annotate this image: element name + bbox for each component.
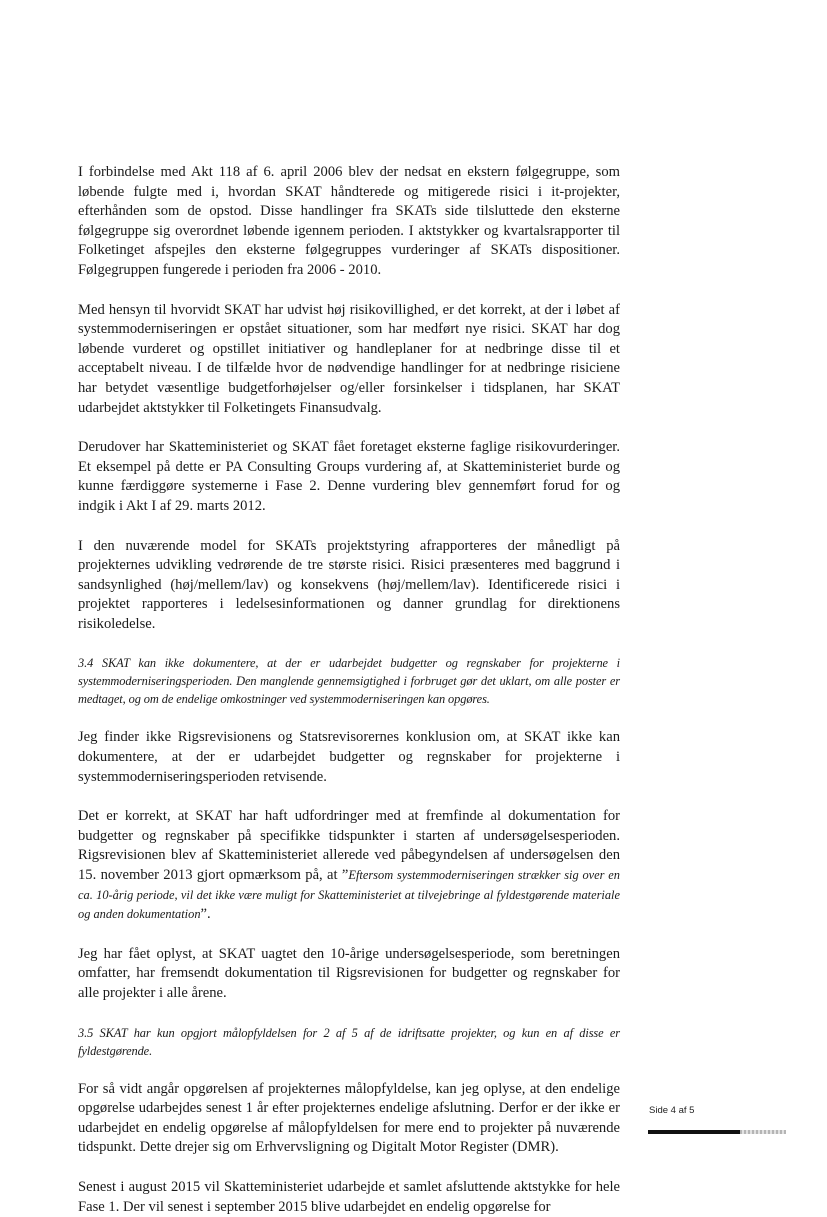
footer-rule [648,1130,740,1134]
paragraph-dokumentation [78,807,620,925]
paragraph-folgegruppe: I forbindelse med Akt 118 af 6. april 2006 blev der nedsat en ekstern følgegruppe, som løbende fulgte med i, hvordan SKAT håndterede og mitigerede risici i it-projekter, efterhånden som de opstod. Disse handlinger fra SKATs side tilsluttede den eksterne følgegruppe sig overordnet løbende igennem perioden. I aktstykker og kvartalsrapporter til Folketinget afspejles den eksterne følgegruppes vurderinger af SKATs dispositioner. Følgegruppen fungerede i perioden fra 2006 - 2010. [78,164,620,278]
body-text [78,163,620,1217]
section-heading-3-5: 3.5 SKAT har kun opgjort målopfyldelsen for 2 af 5 af de idriftsatte projekter, og kun en af disse er fyldestgørende. [78,1025,620,1058]
paragraph-risikovurderinger: Derudover har Skatteministeriet og SKAT fået foretaget eksterne faglige risikovurderinger. Et eksempel på dette er PA Consulting Groups vurdering af, at Skatteministeriet burde og kunne færdiggøre systemerne i Fase 2. Denne vurdering blev gennemført forud for og indgik i Akt I af 29. marts 2012. [78,439,620,514]
page-number: Side 4 af 5 [649,1105,695,1116]
paragraph-risikovillighed: Med hensyn til hvorvidt SKAT har udvist høj risikovillighed, er det korrekt, at der i løbet af systemmoderniseringen er opstået situationer, som har medført nye risici. SKAT har dog løbende vurderet og opstillet initiativer og handleplaner for at nedbringe disse til et acceptabelt niveau. I de tilfælde hvor de nødvendige handlinger for at nedbringe risiciene har betydet væsentlige budgetforhøjelser og/eller forsinkelser i tidsplanen, har SKAT udarbejdet aktstykker til Folketingets Finansudvalg. [78,301,620,416]
paragraph-dokumentation-text: Det er korrekt, at SKAT har haft udfordringer med at fremfinde al dokumentation for budgetter og regnskaber på specifikke tidspunkter i starten af undersøgelsesperioden. Rigsrevisionen blev af Skatteministeriet allerede ved påbegyndelsen af undersøgelsen den 15. november 2013 gjort opmærksom på, at ” [78,808,620,884]
paragraph-undersogelsesperiode: Jeg har fået oplyst, at SKAT uagtet den 10-årige undersøgelsesperiode, som beretningen omfatter, har fremsendt dokumentation til Rigsrevisionen for budgetter og regnskaber for alle projekter i alle årene. [78,945,620,1001]
quote-end: ”. [200,906,211,923]
paragraph-konklusion: Jeg finder ikke Rigsrevisionens og Statsrevisorernes konklusion om, at SKAT ikke kan dokumentere, at der er udarbejdet budgetter og regnskaber for projekterne i systemmoderniseringsperioden retvisende. [78,729,620,785]
paragraph-malopfyldelse: For så vidt angår opgørelsen af projekternes målopfyldelse, kan jeg oplyse, at den endelige opgørelse udarbejdes senest 1 år efter projekternes endelige afslutning. Derfor er der ikke er udarbejdet en endelig opgørelse af målopfyldelsen for mere end to projekter på nuværende tidspunkt. Dette drejer sig om Erhvervsligning og Digitalt Motor Register (DMR). [78,1080,620,1156]
section-heading-3-4: 3.4 SKAT kan ikke dokumentere, at der er udarbejdet budgetter og regnskaber for projekterne i systemmoderniseringsperioden. Den manglende gennemsigtighed i forbruget gør det uklart, om alle poster er medtaget, og om de endelige omkostninger ved systemmoderniseringen kan opgøres. [78,656,620,707]
footer-rule-shaded [740,1130,786,1134]
paragraph-projektstyring: I den nuværende model for SKATs projektstyring afrapporteres der månedligt på projekternes udvikling vedrørende de tre største risici. Risici præsenteres med baggrund i sandsynlighed (høj/mellem/lav) og konsekvens (høj/mellem/lav). Identificerede risici i projektet rapporteres i ledelsesinformationen og danner grundlag for direktionens risikoledelse. [78,537,620,632]
paragraph-afsluttende-aktstykke: Senest i august 2015 vil Skatteministeriet udarbejde et samlet afsluttende aktstykke for hele Fase 1. Der vil senest i september 2015 blive udarbejdet en endelig opgørelse for [78,1178,620,1215]
quote-skatteministeriet: Eftersom systemmoderniseringen strækker sig over en ca. 10-årig periode, vil det ikke være muligt for Skatteministeriet at tilvejebringe al fyldestgørende materiale og anden dokumentation [78,868,620,922]
